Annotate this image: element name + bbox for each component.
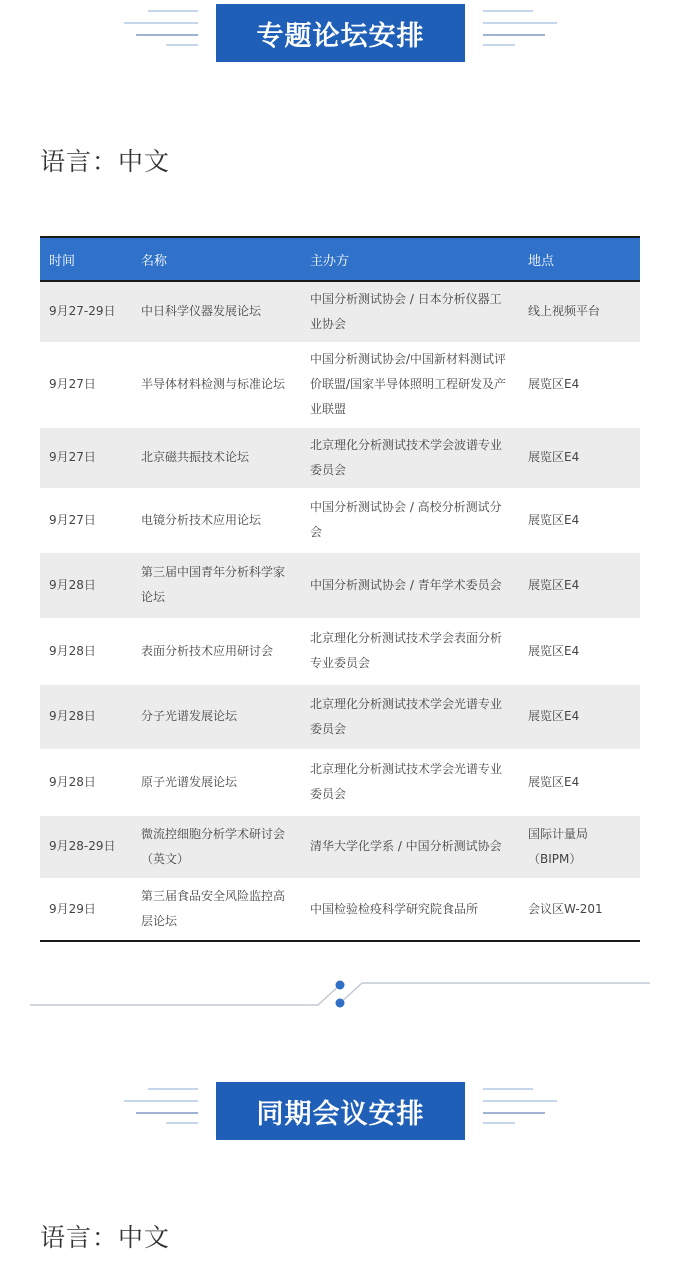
cell-host: 中国检验检疫科学研究院食品所 — [310, 901, 479, 916]
table-row — [40, 815, 640, 878]
cell-time: 9月27日 — [49, 450, 96, 464]
cell-place: 会议区W-201 — [528, 901, 603, 916]
column-header-place: 地点 — [519, 237, 640, 281]
cell-name: 原子光谱发展论坛 — [141, 774, 238, 789]
table-row — [40, 878, 640, 941]
forum-schedule-table — [40, 236, 640, 942]
section-banner-forums — [0, 4, 680, 64]
decor-line — [483, 44, 515, 46]
cell-name: 中日科学仪器发展论坛 — [141, 304, 262, 319]
cell-name: 微流控细胞分析学术研讨会（英文） — [141, 826, 286, 866]
cell-place: 展览区E4 — [528, 774, 580, 789]
cell-host: 中国分析测试协会 / 高校分析测试分会 — [310, 500, 502, 539]
decor-line — [483, 1122, 515, 1124]
table-row — [40, 749, 640, 815]
cell-name: 北京磁共振技术论坛 — [141, 450, 250, 464]
cell-time: 9月27-29日 — [49, 304, 116, 319]
language-label: 语言：中文 — [40, 1223, 171, 1252]
divider-dot — [336, 999, 345, 1008]
decor-line — [124, 22, 198, 24]
cell-place: 展览区E4 — [528, 450, 580, 464]
cell-time: 9月28日 — [49, 577, 96, 592]
section-title: 专题论坛安排 — [216, 4, 465, 62]
cell-host: 北京理化分析测试技术学会表面分析专业委员会 — [310, 631, 503, 670]
language-label: 语言：中文 — [40, 147, 171, 176]
cell-place: 线上视频平台 — [528, 304, 601, 319]
cell-name: 第三届食品安全风险监控高层论坛 — [141, 889, 286, 929]
cell-name: 第三届中国青年分析科学家论坛 — [141, 565, 286, 604]
cell-time: 9月29日 — [49, 901, 96, 916]
decor-line — [483, 22, 557, 24]
decor-line — [148, 10, 198, 12]
decor-line — [483, 34, 545, 36]
table-row — [40, 552, 640, 618]
table-header-row — [40, 237, 640, 281]
cell-host: 北京理化分析测试技术学会波谱专业委员会 — [310, 437, 503, 477]
cell-host: 北京理化分析测试技术学会光谱专业委员会 — [310, 696, 503, 736]
column-header-name: 名称 — [132, 237, 301, 281]
table-row — [40, 427, 640, 488]
table-row — [40, 618, 640, 684]
cell-host: 中国分析测试协会/中国新材料测试评价联盟/国家半导体照明工程研发及产业联盟 — [310, 352, 507, 416]
cell-time: 9月27日 — [49, 512, 96, 527]
cell-time: 9月28-29日 — [49, 839, 116, 853]
decor-line — [166, 1122, 198, 1124]
cell-name: 电镜分析技术应用论坛 — [141, 512, 262, 527]
cell-host: 北京理化分析测试技术学会光谱专业委员会 — [310, 762, 503, 801]
cell-time: 9月28日 — [49, 774, 96, 789]
decor-line — [483, 1112, 545, 1114]
cell-place: 国际计量局（BIPM） — [528, 826, 589, 866]
cell-host: 清华大学化学系 / 中国分析测试协会 — [310, 839, 502, 853]
cell-time: 9月28日 — [49, 643, 96, 658]
decor-line — [166, 44, 198, 46]
cell-place: 展览区E4 — [528, 577, 580, 592]
cell-place: 展览区E4 — [528, 377, 580, 391]
divider-dot — [336, 981, 345, 990]
decor-line — [483, 1088, 533, 1090]
section-banner-meetings — [0, 1082, 680, 1142]
cell-place: 展览区E4 — [528, 643, 580, 658]
column-header-host: 主办方 — [301, 237, 519, 281]
table-row — [40, 488, 640, 552]
cell-time: 9月27日 — [49, 377, 96, 391]
cell-name: 半导体材料检测与标准论坛 — [141, 377, 286, 391]
cell-host: 中国分析测试协会 / 日本分析仪器工业协会 — [310, 291, 502, 331]
cell-name: 表面分析技术应用研讨会 — [141, 643, 274, 658]
decor-line — [136, 1112, 198, 1114]
cell-host: 中国分析测试协会 / 青年学术委员会 — [310, 577, 502, 592]
section-title: 同期会议安排 — [216, 1082, 465, 1140]
decor-line — [483, 10, 533, 12]
section-divider — [0, 975, 680, 1015]
decor-line — [124, 1100, 198, 1102]
cell-name: 分子光谱发展论坛 — [141, 709, 238, 723]
table-row — [40, 684, 640, 749]
cell-place: 展览区E4 — [528, 709, 580, 723]
cell-place: 展览区E4 — [528, 512, 580, 527]
decor-line — [136, 34, 198, 36]
cell-time: 9月28日 — [49, 709, 96, 723]
decor-line — [483, 1100, 557, 1102]
decor-line — [148, 1088, 198, 1090]
table-row — [40, 281, 640, 342]
column-header-time: 时间 — [40, 237, 132, 281]
table-row — [40, 342, 640, 427]
